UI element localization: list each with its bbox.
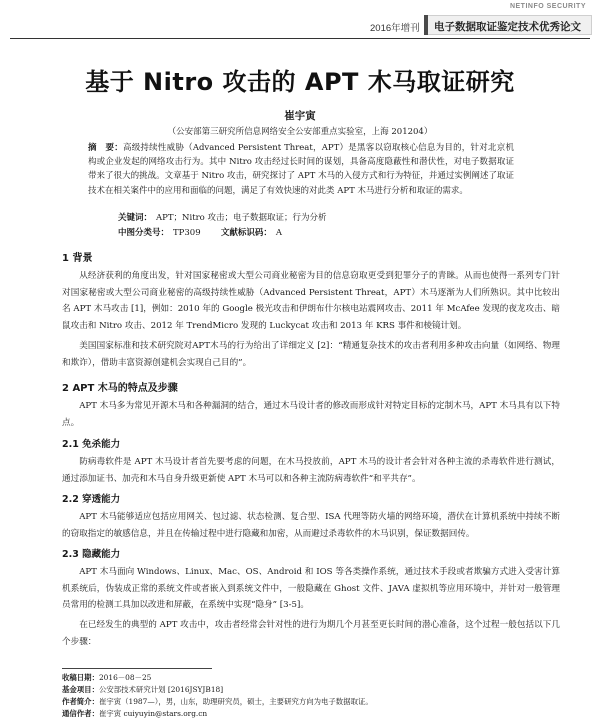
classification bbox=[118, 226, 286, 238]
fund-label: 基金项目： bbox=[62, 685, 99, 694]
footnote-rule bbox=[62, 668, 212, 669]
journal-logo: NETINFO SECURITY bbox=[509, 3, 586, 10]
section-1-paragraph-2: 美国国家标准和技术研究院对APT木马的行为给出了详细定义 [2]：“精通复杂技术的攻击者利用多种攻击向量（如网络、物理和欺诈），借助丰富资源创建机会实现自己目的”。 bbox=[62, 341, 560, 368]
footnote-received bbox=[62, 672, 151, 683]
section-heading-2: 2 APT 木马的特点及步骤 bbox=[62, 383, 178, 394]
section-heading-1: 1 背景 bbox=[62, 253, 93, 264]
contact-label: 通信作者： bbox=[62, 709, 99, 718]
fund-text: 公安部技术研究计划 [2016JSYJB18] bbox=[98, 685, 224, 694]
footnote-fund bbox=[62, 684, 223, 695]
clc-label: 中图分类号： bbox=[118, 228, 170, 238]
paper-title: 基于 Nitro 攻击的 APT 木马取证研究 bbox=[85, 68, 515, 96]
subsection-2-3-paragraph-2: 在已经发生的典型的 APT 攻击中，攻击者经常会针对性的进行为期几个月甚至更长时间的潜心准备，这个过程一般包括以下几个步骤： bbox=[62, 620, 560, 647]
bio-label: 作者简介： bbox=[62, 697, 99, 706]
subsection-heading-2-3: 2.3 隐藏能力 bbox=[62, 549, 121, 560]
keywords-text: APT；Nitro 攻击；电子数据取证；行为分析 bbox=[156, 213, 327, 223]
column-banner bbox=[424, 15, 592, 35]
abstract bbox=[88, 141, 514, 198]
subsection-2-1-paragraph: 防病毒软件是 APT 木马设计者首先要考虑的问题，在木马投放前，APT 木马的设计者会针对各种主流的杀毒软件进行测试，通过添加证书、加壳和木马自身升级更新使 APT 木马可以和各种主流防病毒软件“和平共存”。 bbox=[62, 457, 560, 484]
section-1-paragraph-1: 从经济获利的角度出发，针对国家秘密或大型公司商业秘密为目的信息窃取更受到犯罪分子的青睐。从而也使得一系列专门针对国家秘密或大型公司商业秘密的高级持续性威胁（Advanced Persistent Threat，APT）木马逐渐为人们所熟识。其中比较出名 APT 木马攻击 [1]，例如：2010 年的 Google 极光攻击和伊朗布什尔核电站震网攻击、2011 年 McAfee 发现的夜龙攻击、暗鼠攻击和 Nitro 攻击、2012 年 TrendMicro 发现的 Luckycat 攻击和 2013 年 KRS 事件和棱镜计划。 bbox=[62, 271, 560, 331]
received-date: 2016－08－25 bbox=[98, 673, 152, 682]
footnote-contact bbox=[62, 708, 207, 719]
clc-value: TP309 bbox=[173, 228, 201, 238]
doc-code-label: 文献标识码： bbox=[220, 228, 272, 238]
contact-text: 崔宇寅 cuiyuyin@stars.org.cn bbox=[98, 709, 208, 718]
subsection-heading-2-2: 2.2 穿透能力 bbox=[62, 494, 121, 505]
abstract-text: 高级持续性威胁（Advanced Persistent Threat，APT）是黑客以窃取核心信息为目的，针对北京机构或企业发起的网络攻击行为。其中 Nitro 攻击经过长时间的谋划，具备高度隐蔽性和潜伏性，对电子数据取证带来了很大的挑战。文章基于 Nitro 攻击，研究探讨了 APT 木马的入侵方式和行为特征，并通过实例阐述了取证技术在相关案件中的应用和面临的问题，满足了有效快速的对此类 APT 木马进行分析和取证的需求。 bbox=[88, 143, 514, 196]
author-name: 崔宇寅 bbox=[284, 110, 316, 122]
doc-code-value: A bbox=[275, 228, 283, 238]
keywords bbox=[118, 211, 331, 223]
banner-accent bbox=[424, 15, 428, 35]
journal-issue: 2016年增刊 bbox=[370, 23, 420, 34]
subsection-2-3-paragraph-1: APT 木马面向 Windows、Linux、Mac、OS、Android 和 IOS 等各类操作系统，通过技术手段或者欺骗方式进入受害计算机系统后，伪装成正常的系统文件或者嵌入到系统文件中，一般隐藏在 Ghost 文件、JAVA 虚拟机等应用环境中，并针对一般管理员常用的检测工具加以改进和屏蔽，在系统中实现“隐身” [3-5]。 bbox=[62, 567, 560, 611]
footnote-bio bbox=[62, 696, 373, 707]
subsection-heading-2-1: 2.1 免杀能力 bbox=[62, 439, 121, 450]
received-label: 收稿日期： bbox=[62, 673, 99, 682]
header-rule bbox=[10, 38, 590, 39]
author-affiliation: （公安部第三研究所信息网络安全公安部重点实验室，上海 201204） bbox=[167, 127, 433, 137]
keywords-label: 关键词： bbox=[118, 213, 153, 223]
column-title: 电子数据取证鉴定技术优秀论文 bbox=[434, 21, 581, 33]
subsection-2-2-paragraph: APT 木马能够适应包括应用网关、包过滤、状态检测、复合型、ISA 代理等防火墙的网络环境，潜伏在计算机系统中持续不断的窃取指定的敏感信息，并且在传输过程中进行隐藏和加密，从而避过杀毒软件的木马识别，保证数据回传。 bbox=[62, 512, 560, 539]
bio-text: 崔宇寅（1987—），男，山东，助理研究员，硕士，主要研究方向为电子数据取证。 bbox=[98, 697, 373, 706]
section-2-paragraph-1: APT 木马多为常见开源木马和各种漏洞的结合，通过木马设计者的修改而形成针对特定目标的定制木马，APT 木马具有以下特点。 bbox=[62, 401, 560, 428]
abstract-label: 摘 要： bbox=[88, 143, 123, 153]
